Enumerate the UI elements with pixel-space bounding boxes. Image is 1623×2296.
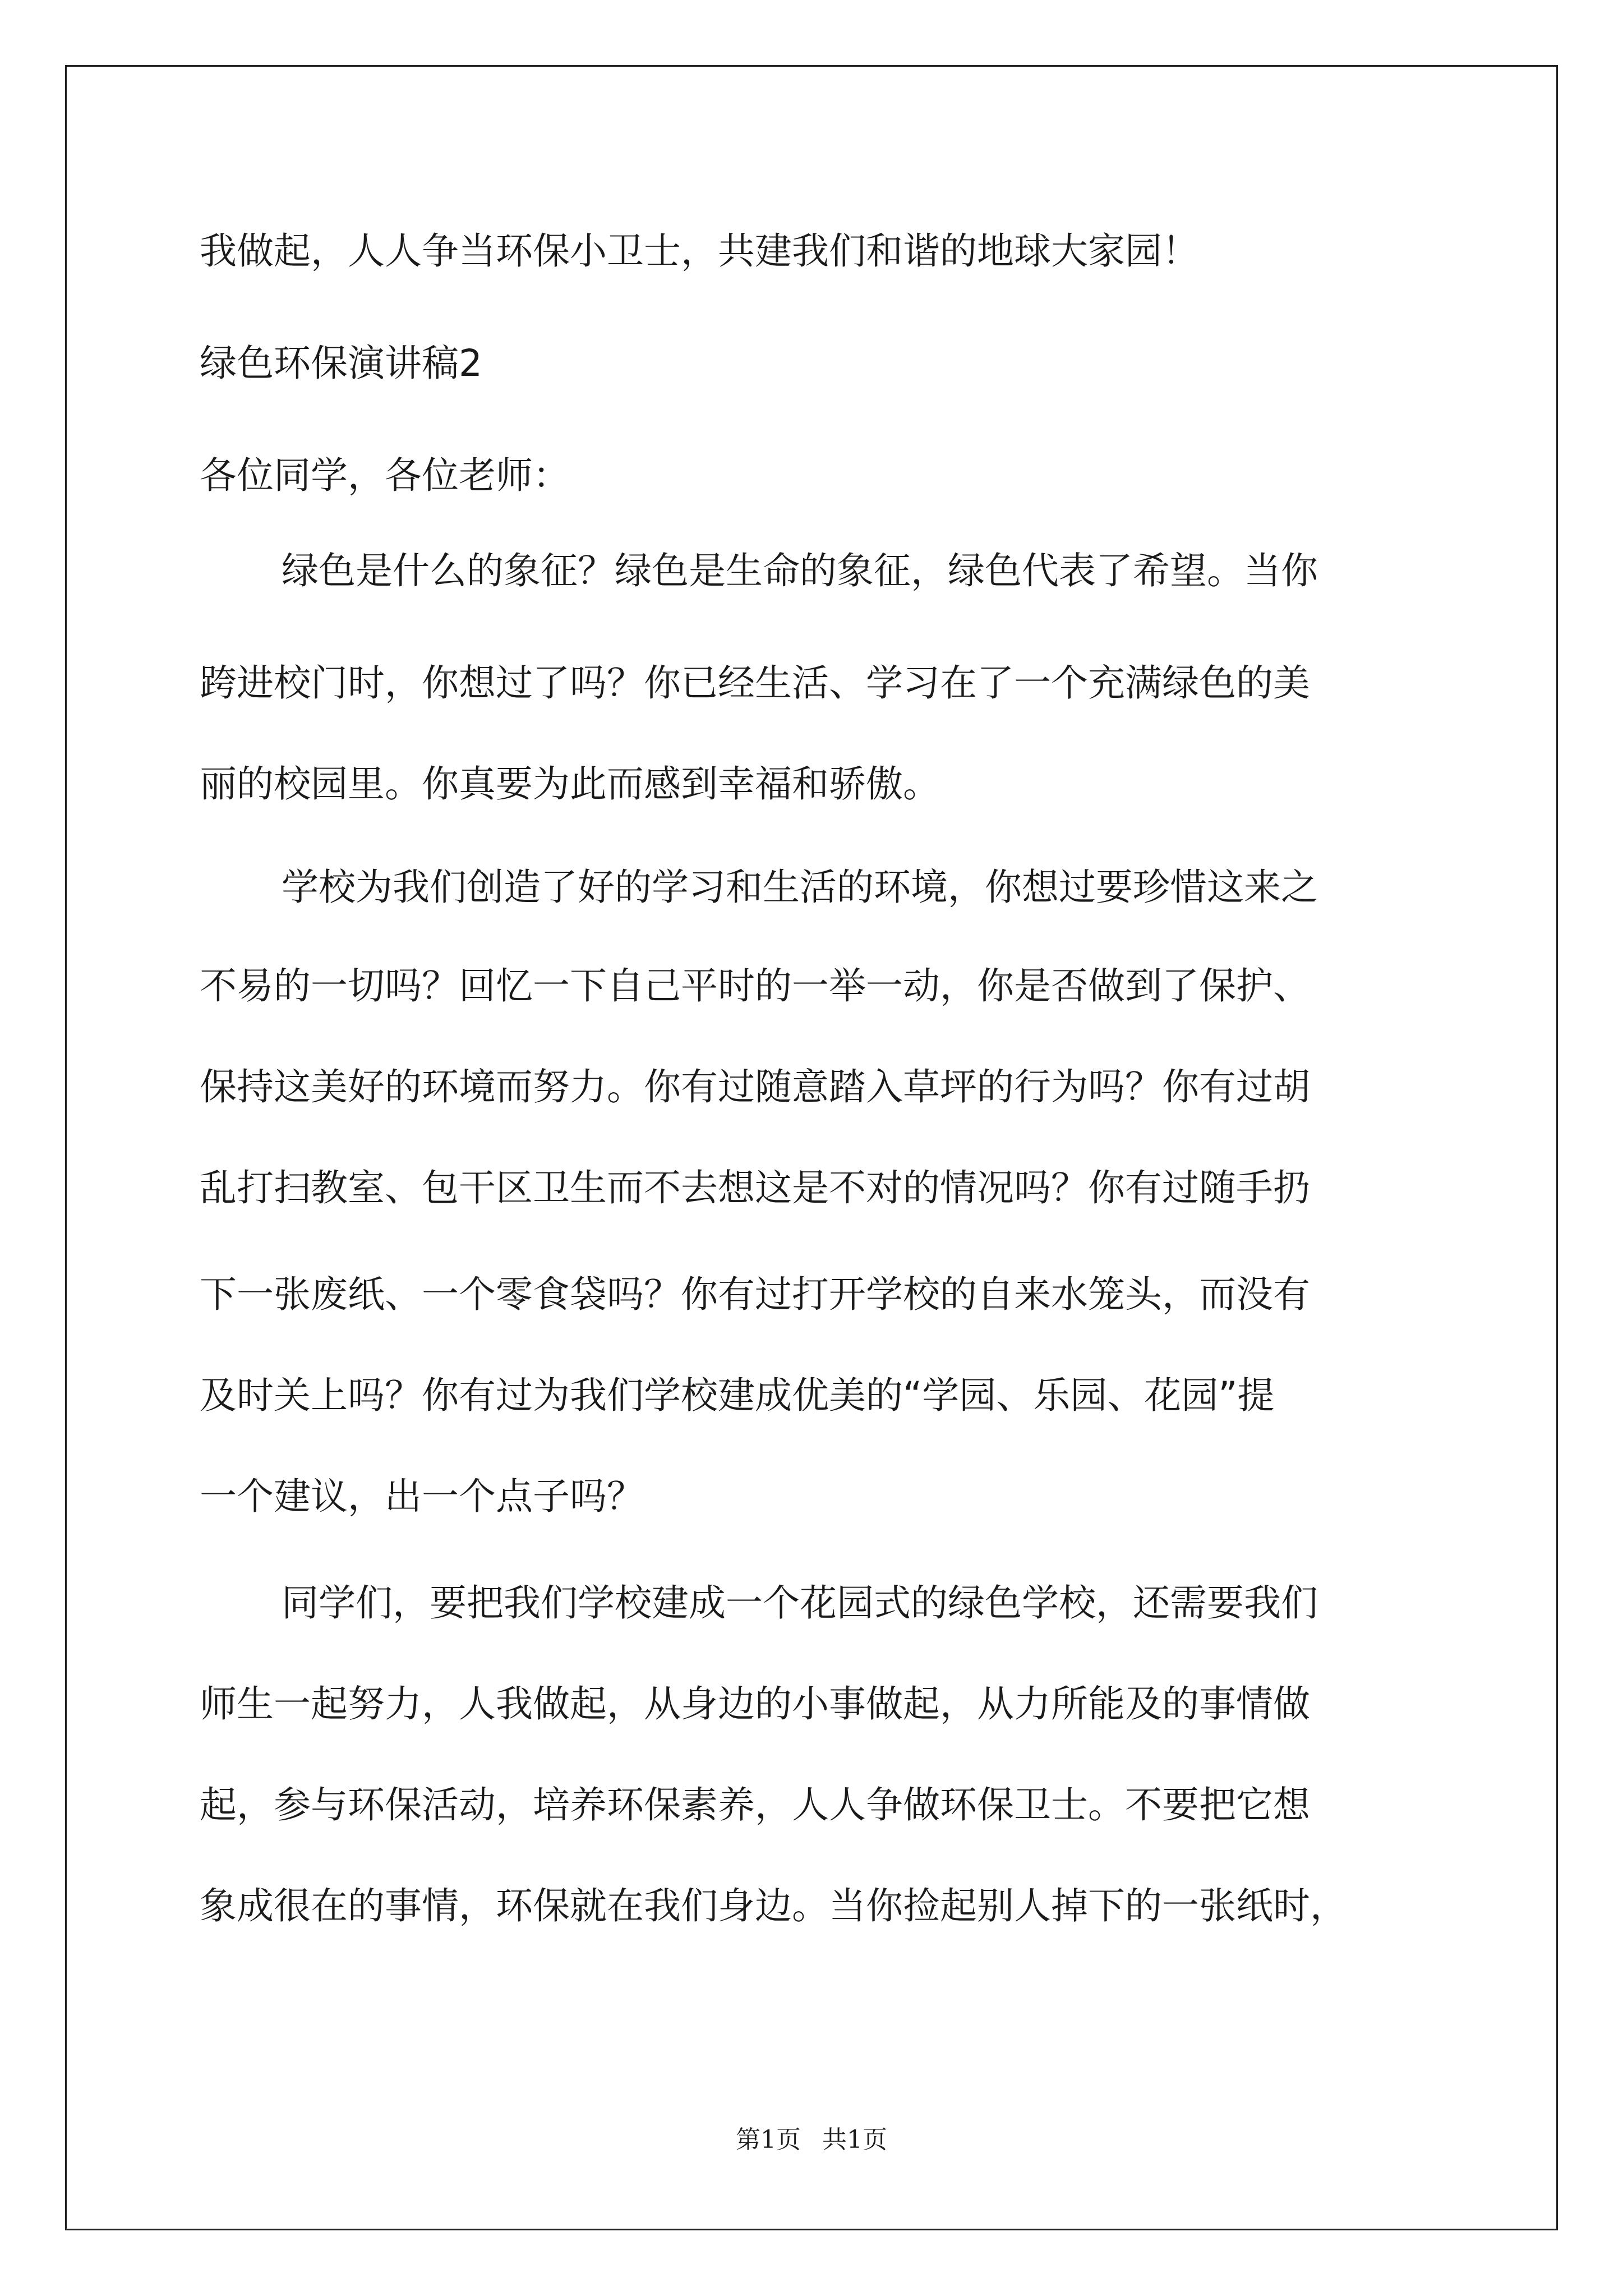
page-number: 第1页 (736, 2125, 801, 2154)
text-line: 丽的校园里。你真要为此而感到幸福和骄傲。 (200, 762, 940, 806)
page-footer (0, 2120, 1623, 2160)
section-title: 绿色环保演讲稿2 (200, 342, 482, 385)
page-total: 共1页 (822, 2125, 887, 2154)
text-line: 象成很在的事情，环保就在我们身边。当你捡起别人掉下的一张纸时， (200, 1884, 1347, 1927)
text-line: 学校为我们创造了好的学习和生活的环境，你想过要珍惜这来之 (282, 866, 1318, 909)
text-line: 跨进校门时，你想过了吗？你已经生活、学习在了一个充满绿色的美 (200, 661, 1310, 705)
text-line: 我做起，人人争当环保小卫士，共建我们和谐的地球大家园！ (200, 229, 1199, 273)
text-line: 保持这美好的环境而努力。你有过随意踏入草坪的行为吗？你有过胡 (200, 1065, 1310, 1108)
text-line: 乱打扫教室、包干区卫生而不去想这是不对的情况吗？你有过随手扔 (200, 1166, 1310, 1209)
text-line: 绿色是什么的象征？绿色是生命的象征，绿色代表了希望。当你 (282, 549, 1318, 592)
text-line: 同学们，要把我们学校建成一个花园式的绿色学校，还需要我们 (282, 1581, 1318, 1625)
text-line: 及时关上吗？你有过为我们学校建成优美的“学园、乐园、花园”提 (200, 1374, 1275, 1417)
text-line: 师生一起努力，人我做起，从身边的小事做起，从力所能及的事情做 (200, 1682, 1310, 1726)
text-line: 起，参与环保活动，培养环保素养，人人争做环保卫士。不要把它想 (200, 1783, 1310, 1826)
text-line: 不易的一切吗？回忆一下自己平时的一举一动，你是否做到了保护、 (200, 964, 1310, 1007)
salutation: 各位同学，各位老师： (200, 454, 570, 497)
text-line: 一个建议，出一个点子吗？ (200, 1475, 644, 1518)
text-line: 下一张废纸、一个零食袋吗？你有过打开学校的自来水笼头，而没有 (200, 1273, 1310, 1316)
